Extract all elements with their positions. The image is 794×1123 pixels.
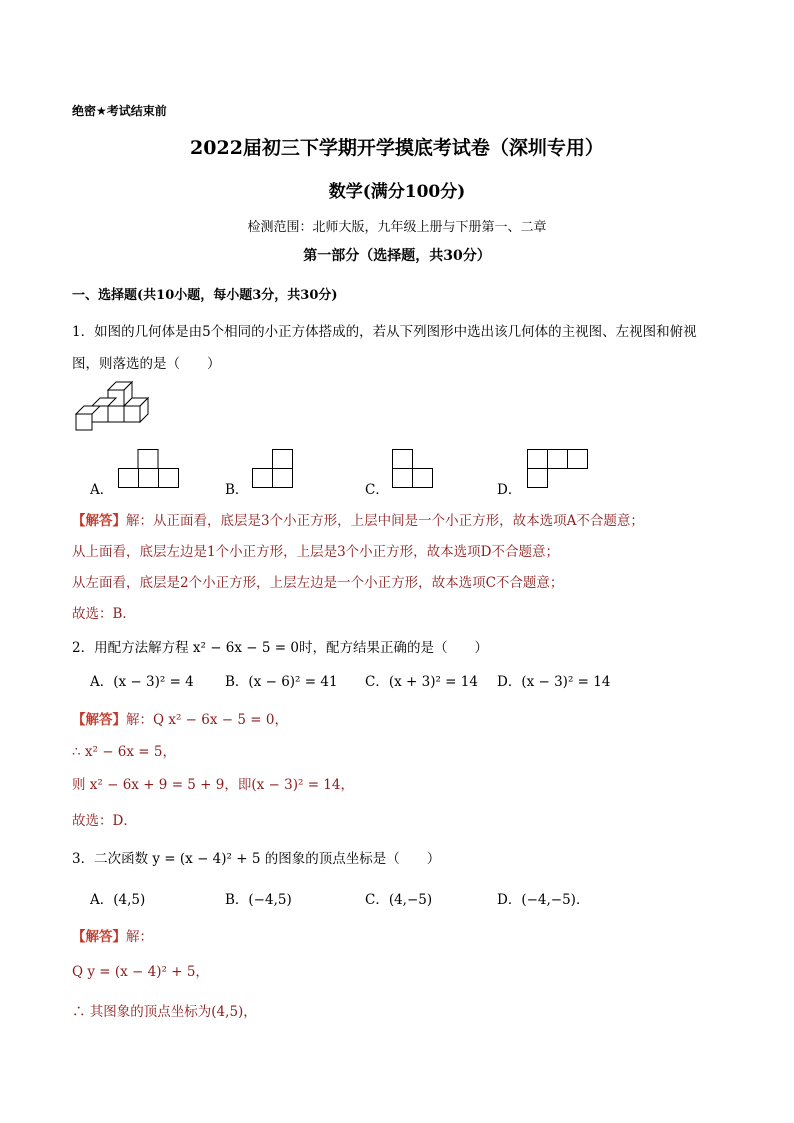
q2-option-d[interactable]: D．(x − 3)² = 14: [497, 674, 611, 690]
q2-answer-line3: 则 x² − 6x + 9 = 5 + 9，即(x − 3)² = 14，: [72, 777, 354, 793]
part-heading: 第一部分（选择题，共30分）: [303, 248, 491, 264]
cube-stack-figure: [74, 380, 150, 434]
q2-option-b[interactable]: B．(x − 6)² = 41: [225, 674, 338, 690]
q2-answer-line1: [72, 708, 288, 728]
exam-subtitle: 数学(满分100分): [328, 182, 466, 202]
q2-answer-line2: ∴ x² − 6x = 5，: [72, 744, 176, 760]
q1-option-d-grid: [527, 449, 589, 489]
q2-answer-text: 解：Q x² − 6x − 5 = 0，: [126, 712, 288, 728]
q3-answer-line2: Q y = (x − 4)² + 5，: [72, 964, 209, 980]
q3-option-d[interactable]: D．(−4,−5)．: [497, 892, 590, 908]
q1-stem-line1: 1．如图的几何体是由5个相同的小正方体搭成的，若从下列图形中选出该几何体的主视图、左视图和俯视: [72, 324, 697, 340]
q2-option-c[interactable]: C．(x + 3)² = 14: [365, 674, 478, 690]
q1-answer-text: 解：从正面看，底层是3个小正方形，上层中间是一个小正方形，故本选项A不合题意；: [126, 513, 644, 529]
q3-stem: 3．二次函数 y = (x − 4)² + 5 的图象的顶点坐标是（ ）: [72, 851, 441, 867]
q2-stem: 2．用配方法解方程 x² − 6x − 5 = 0时，配方结果正确的是（ ）: [72, 640, 488, 656]
q3-option-b[interactable]: B．(−4,5): [225, 892, 292, 908]
q1-option-d[interactable]: D．: [497, 482, 522, 498]
q1-option-a-grid: [118, 449, 180, 489]
q2-option-a[interactable]: A．(x − 3)² = 4: [90, 674, 194, 690]
confidential-label: 绝密★考试结束前: [72, 104, 167, 118]
section-heading: 一、选择题(共10小题，每小题3分，共30分): [72, 288, 338, 303]
q2-answer-line4: 故选：D．: [72, 813, 137, 829]
q1-stem-line2: 图，则落选的是（ ）: [72, 356, 221, 372]
q1-option-b-grid: [252, 449, 294, 489]
exam-scope: 检测范围：北师大版，九年级上册与下册第一、二章: [247, 220, 547, 235]
q1-option-c[interactable]: C．: [365, 482, 389, 498]
q1-option-b[interactable]: B．: [225, 482, 249, 498]
q3-answer-line3: ∴ 其图象的顶点坐标为(4,5)，: [72, 1004, 257, 1020]
q3-answer-text: 解：: [126, 929, 153, 945]
q1-option-a[interactable]: A．: [90, 482, 114, 498]
q1-answer-line4: 故选：B．: [72, 606, 136, 622]
q2-answer-tag: 【解答】: [72, 712, 126, 728]
q1-answer-line3: 从左面看，底层是2个小正方形，上层左边是一个小正方形，故本选项C不合题意；: [72, 575, 564, 591]
q1-option-c-grid: [392, 449, 434, 489]
exam-title: 2022届初三下学期开学摸底考试卷（深圳专用）: [190, 137, 604, 159]
q3-option-c[interactable]: C．(4,−5): [365, 892, 433, 908]
q3-answer-tag: 【解答】: [72, 929, 126, 945]
q1-answer-line2: 从上面看，底层左边是1个小正方形，上层是3个小正方形，故本选项D不合题意；: [72, 544, 560, 560]
q3-option-a[interactable]: A．(4,5): [90, 892, 146, 908]
q1-answer-tag: 【解答】: [72, 513, 126, 529]
q3-answer-line1: [72, 925, 153, 945]
q1-answer-line1: [72, 509, 644, 529]
